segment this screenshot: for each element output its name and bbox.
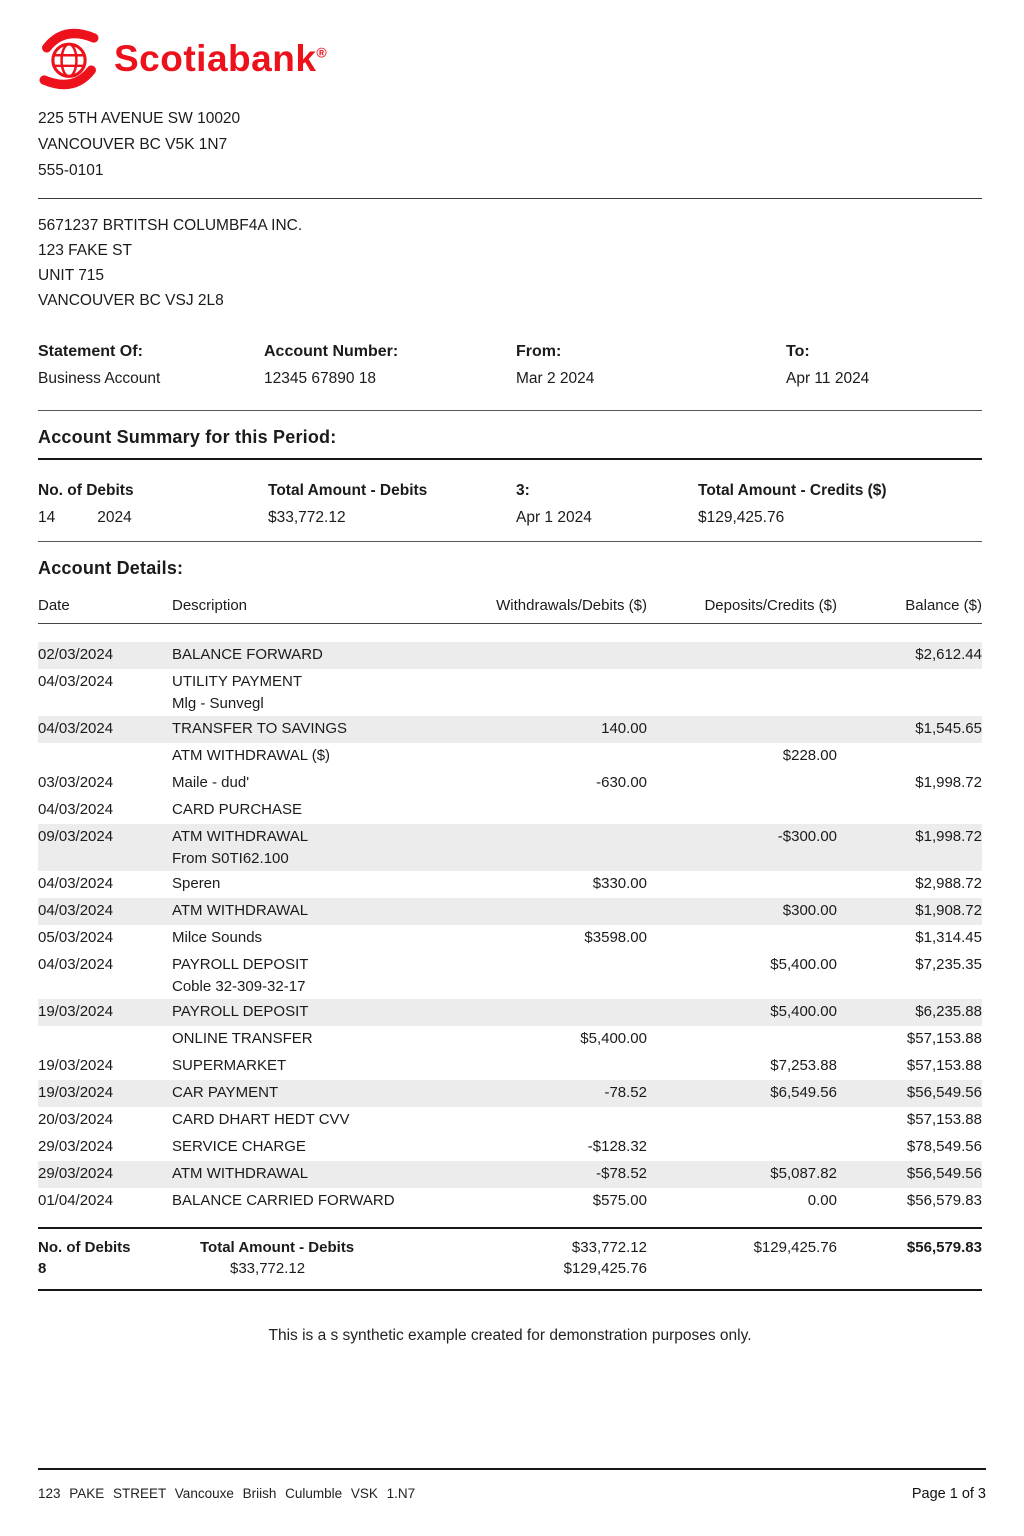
cell-date: 20/03/2024 — [38, 1111, 114, 1128]
cell-date: 19/03/2024 — [38, 1084, 114, 1101]
cell-withdrawal: 140.00 — [601, 720, 647, 737]
cell-description — [172, 929, 472, 946]
description-line1: BALANCE CARRIED FORWARD — [172, 1192, 395, 1209]
table-row — [38, 1134, 982, 1161]
cell-date: 09/03/2024 — [38, 828, 114, 845]
description-line2: Coble 32-309-32-17 — [172, 978, 306, 995]
table-row — [38, 770, 982, 797]
page-footer — [0, 1468, 1024, 1502]
cell-balance: $2,988.72 — [915, 875, 982, 892]
col-header-balance: Balance ($) — [905, 597, 982, 614]
description-line2: Mlg - Sunvegl — [172, 695, 264, 712]
account-details-title: Account Details: — [38, 558, 184, 578]
cell-date: 05/03/2024 — [38, 929, 114, 946]
cell-balance: $57,153.88 — [906, 1111, 982, 1128]
cell-description — [172, 1138, 472, 1155]
table-row — [38, 743, 982, 770]
cell-date: 03/03/2024 — [38, 774, 114, 791]
cell-balance: $6,235.88 — [915, 1003, 982, 1020]
details-table-header — [38, 597, 982, 624]
cell-date: 19/03/2024 — [38, 1057, 114, 1074]
cell-balance: $56,579.83 — [906, 1192, 982, 1209]
cell-balance: $1,998.72 — [915, 828, 982, 845]
summary-total-credits-label: Total Amount - Credits ($) — [698, 482, 887, 499]
statement-of-label: Statement Of: — [38, 343, 143, 360]
description-line1: Maile - dud' — [172, 774, 250, 791]
cell-balance: $1,998.72 — [915, 774, 982, 791]
summary-debit-year: 2024 — [97, 509, 132, 526]
summary-date-block — [516, 482, 698, 527]
cell-balance: $57,153.88 — [906, 1030, 982, 1047]
cell-withdrawal: -$78.52 — [596, 1165, 647, 1182]
col-header-withdrawals: Withdrawals/Debits ($) — [496, 597, 647, 614]
cell-description — [172, 1111, 472, 1128]
col-header-description: Description — [172, 597, 248, 614]
cell-balance: $2,612.44 — [915, 646, 982, 663]
cell-date: 04/03/2024 — [38, 801, 114, 818]
description-line1: CARD DHART HEDT CVV — [172, 1111, 350, 1128]
cell-description — [172, 875, 472, 892]
table-row — [38, 1053, 982, 1080]
table-row — [38, 716, 982, 743]
table-row — [38, 1188, 982, 1215]
account-summary-row — [38, 482, 982, 527]
cell-balance: $7,235.35 — [915, 956, 982, 973]
cell-deposit: $5,400.00 — [770, 956, 837, 973]
description-line1: SERVICE CHARGE — [172, 1138, 306, 1155]
footer-divider — [38, 1468, 986, 1470]
table-row — [38, 669, 982, 716]
cell-description — [172, 1084, 472, 1101]
cell-withdrawal: $5,400.00 — [580, 1030, 647, 1047]
bank-address-line1: 225 5TH AVENUE SW 10020 — [38, 110, 241, 127]
recipient-name: 5671237 BRTITSH COLUMBF4A INC. — [38, 217, 303, 234]
totals-credits-value: $129,425.76 — [563, 1260, 647, 1277]
totals-amount-value: $33,772.12 — [230, 1260, 306, 1277]
totals-amount-label: Total Amount - Debits — [200, 1239, 355, 1256]
description-line1: TRANSFER TO SAVINGS — [172, 720, 348, 737]
statement-info-row — [38, 343, 982, 388]
cell-date: 02/03/2024 — [38, 646, 114, 663]
table-row — [38, 952, 982, 999]
account-summary-title: Account Summary for this Period: — [38, 427, 337, 447]
divider-before-details — [38, 541, 982, 542]
summary-debit-count-label: No. of Debits — [38, 482, 134, 499]
description-line1: PAYROLL DEPOSIT — [172, 956, 309, 973]
description-line2: From S0TI62.100 — [172, 850, 289, 867]
cell-description — [172, 774, 472, 791]
cell-description — [172, 1192, 472, 1209]
summary-date-label: 3: — [516, 482, 530, 499]
totals-line-2 — [38, 1258, 982, 1279]
cell-withdrawal: -630.00 — [596, 774, 647, 791]
description-line1: ATM WITHDRAWAL — [172, 1165, 309, 1182]
cell-date: 04/03/2024 — [38, 902, 114, 919]
table-row — [38, 1161, 982, 1188]
statement-of-value: Business Account — [38, 370, 161, 387]
cell-balance: $56,549.56 — [906, 1084, 982, 1101]
summary-debit-count-block — [38, 482, 268, 527]
table-row — [38, 642, 982, 669]
cell-withdrawal: -$128.32 — [587, 1138, 647, 1155]
bank-header — [38, 28, 982, 90]
recipient-unit: UNIT 715 — [38, 267, 105, 284]
cell-balance: $1,545.65 — [915, 720, 982, 737]
totals-empty-cell-2 — [837, 1260, 982, 1277]
cell-date: 04/03/2024 — [38, 720, 114, 737]
description-line1: ATM WITHDRAWAL — [172, 828, 309, 845]
description-line1: PAYROLL DEPOSIT — [172, 1003, 309, 1020]
table-row — [38, 871, 982, 898]
summary-total-debits-value: $33,772.12 — [268, 509, 346, 526]
totals-deposits-value: $129,425.76 — [753, 1239, 837, 1256]
divider-under-summary-title — [38, 458, 982, 460]
details-totals-block — [38, 1227, 982, 1291]
description-line1: CAR PAYMENT — [172, 1084, 279, 1101]
summary-debit-count-values — [38, 509, 268, 527]
summary-total-credits-value: $129,425.76 — [698, 509, 785, 526]
account-number-value: 12345 67890 18 — [264, 370, 377, 387]
cell-description — [172, 1165, 472, 1182]
cell-date: 04/03/2024 — [38, 875, 114, 892]
cell-deposit: 0.00 — [807, 1192, 837, 1209]
cell-deposit: $228.00 — [782, 747, 837, 764]
cell-description — [172, 1030, 472, 1047]
summary-total-debits-block — [268, 482, 516, 527]
scotiabank-logo-icon — [38, 28, 100, 90]
cell-deposit: $7,253.88 — [770, 1057, 837, 1074]
description-line1: BALANCE FORWARD — [172, 646, 323, 663]
account-number-block — [264, 343, 516, 388]
col-header-deposits: Deposits/Credits ($) — [704, 597, 837, 614]
cell-withdrawal: -78.52 — [604, 1084, 647, 1101]
cell-description — [172, 673, 472, 712]
totals-debit-count-value: 8 — [38, 1260, 47, 1277]
cell-date: 29/03/2024 — [38, 1165, 114, 1182]
cell-balance: $78,549.56 — [906, 1138, 982, 1155]
cell-deposit: $6,549.56 — [770, 1084, 837, 1101]
cell-description — [172, 747, 472, 764]
description-line1: ATM WITHDRAWAL ($) — [172, 747, 331, 764]
cell-date: 01/04/2024 — [38, 1192, 114, 1209]
page-number: Page 1 of 3 — [911, 1486, 986, 1502]
details-table-body — [38, 642, 982, 1215]
table-row — [38, 1080, 982, 1107]
from-label: From: — [516, 343, 562, 360]
description-line1: Milce Sounds — [172, 929, 263, 946]
cell-description — [172, 646, 472, 663]
description-line1: UTILITY PAYMENT — [172, 673, 303, 690]
disclaimer-text: This is a s synthetic example created for demonstration purposes only. — [268, 1327, 752, 1344]
recipient-street: 123 FAKE ST — [38, 242, 132, 259]
cell-withdrawal: $3598.00 — [584, 929, 647, 946]
period-to-block — [786, 343, 982, 388]
divider-before-summary — [38, 410, 982, 411]
table-row — [38, 898, 982, 925]
cell-description — [172, 902, 472, 919]
to-label: To: — [786, 343, 810, 360]
recipient-city: VANCOUVER BC VSJ 2L8 — [38, 292, 224, 309]
period-from-block — [516, 343, 786, 388]
cell-description — [172, 1003, 472, 1020]
table-row — [38, 999, 982, 1026]
cell-balance: $57,153.88 — [906, 1057, 982, 1074]
totals-empty-cell-1 — [647, 1260, 837, 1277]
description-line1: SUPERMARKET — [172, 1057, 287, 1074]
description-line1: ONLINE TRANSFER — [172, 1030, 313, 1047]
summary-total-credits-block — [698, 482, 982, 527]
totals-debit-count-label: No. of Debits — [38, 1239, 131, 1256]
account-number-label: Account Number: — [264, 343, 399, 360]
table-row — [38, 824, 982, 871]
cell-description — [172, 720, 472, 737]
cell-deposit: -$300.00 — [777, 828, 837, 845]
totals-withdrawals-value: $33,772.12 — [571, 1239, 647, 1256]
totals-balance-value: $56,579.83 — [906, 1239, 982, 1256]
col-header-date: Date — [38, 597, 70, 614]
cell-date: 29/03/2024 — [38, 1138, 114, 1155]
description-line1: ATM WITHDRAWAL — [172, 902, 309, 919]
cell-deposit: $300.00 — [782, 902, 837, 919]
divider-after-bank-address — [38, 198, 982, 199]
recipient-address-block — [38, 213, 982, 313]
cell-date: 19/03/2024 — [38, 1003, 114, 1020]
cell-deposit: $5,400.00 — [770, 1003, 837, 1020]
summary-debit-count: 14 — [38, 509, 56, 526]
cell-balance: $1,908.72 — [915, 902, 982, 919]
footer-address: 123 PAKE STREET Vancouxe Briish Culumble VSK 1.N7 — [38, 1486, 416, 1501]
cell-description — [172, 801, 472, 818]
description-line1: CARD PURCHASE — [172, 801, 303, 818]
bank-phone: 555-0101 — [38, 162, 104, 179]
cell-date: 04/03/2024 — [38, 956, 114, 973]
from-value: Mar 2 2024 — [516, 370, 595, 387]
cell-description — [172, 956, 472, 995]
table-row — [38, 1107, 982, 1134]
table-row — [38, 797, 982, 824]
bank-address-block — [38, 106, 982, 184]
brand-name — [114, 38, 327, 80]
cell-withdrawal: $330.00 — [592, 875, 647, 892]
summary-total-debits-label: Total Amount - Debits — [268, 482, 428, 499]
table-row — [38, 1026, 982, 1053]
to-value: Apr 11 2024 — [786, 370, 870, 387]
statement-of-block — [38, 343, 264, 388]
cell-balance: $1,314.45 — [915, 929, 982, 946]
table-row — [38, 925, 982, 952]
cell-date: 04/03/2024 — [38, 673, 114, 690]
cell-description — [172, 1057, 472, 1074]
description-line1: Speren — [172, 875, 221, 892]
bank-address-line2: VANCOUVER BC V5K 1N7 — [38, 136, 228, 153]
summary-date-value: Apr 1 2024 — [516, 509, 592, 526]
cell-description — [172, 828, 472, 867]
cell-deposit: $5,087.82 — [770, 1165, 837, 1182]
cell-balance: $56,549.56 — [906, 1165, 982, 1182]
cell-withdrawal: $575.00 — [592, 1192, 647, 1209]
brand-name-text: Scotiabank — [114, 38, 317, 79]
registered-trademark-symbol: ® — [316, 44, 328, 61]
totals-line-1 — [38, 1237, 982, 1258]
